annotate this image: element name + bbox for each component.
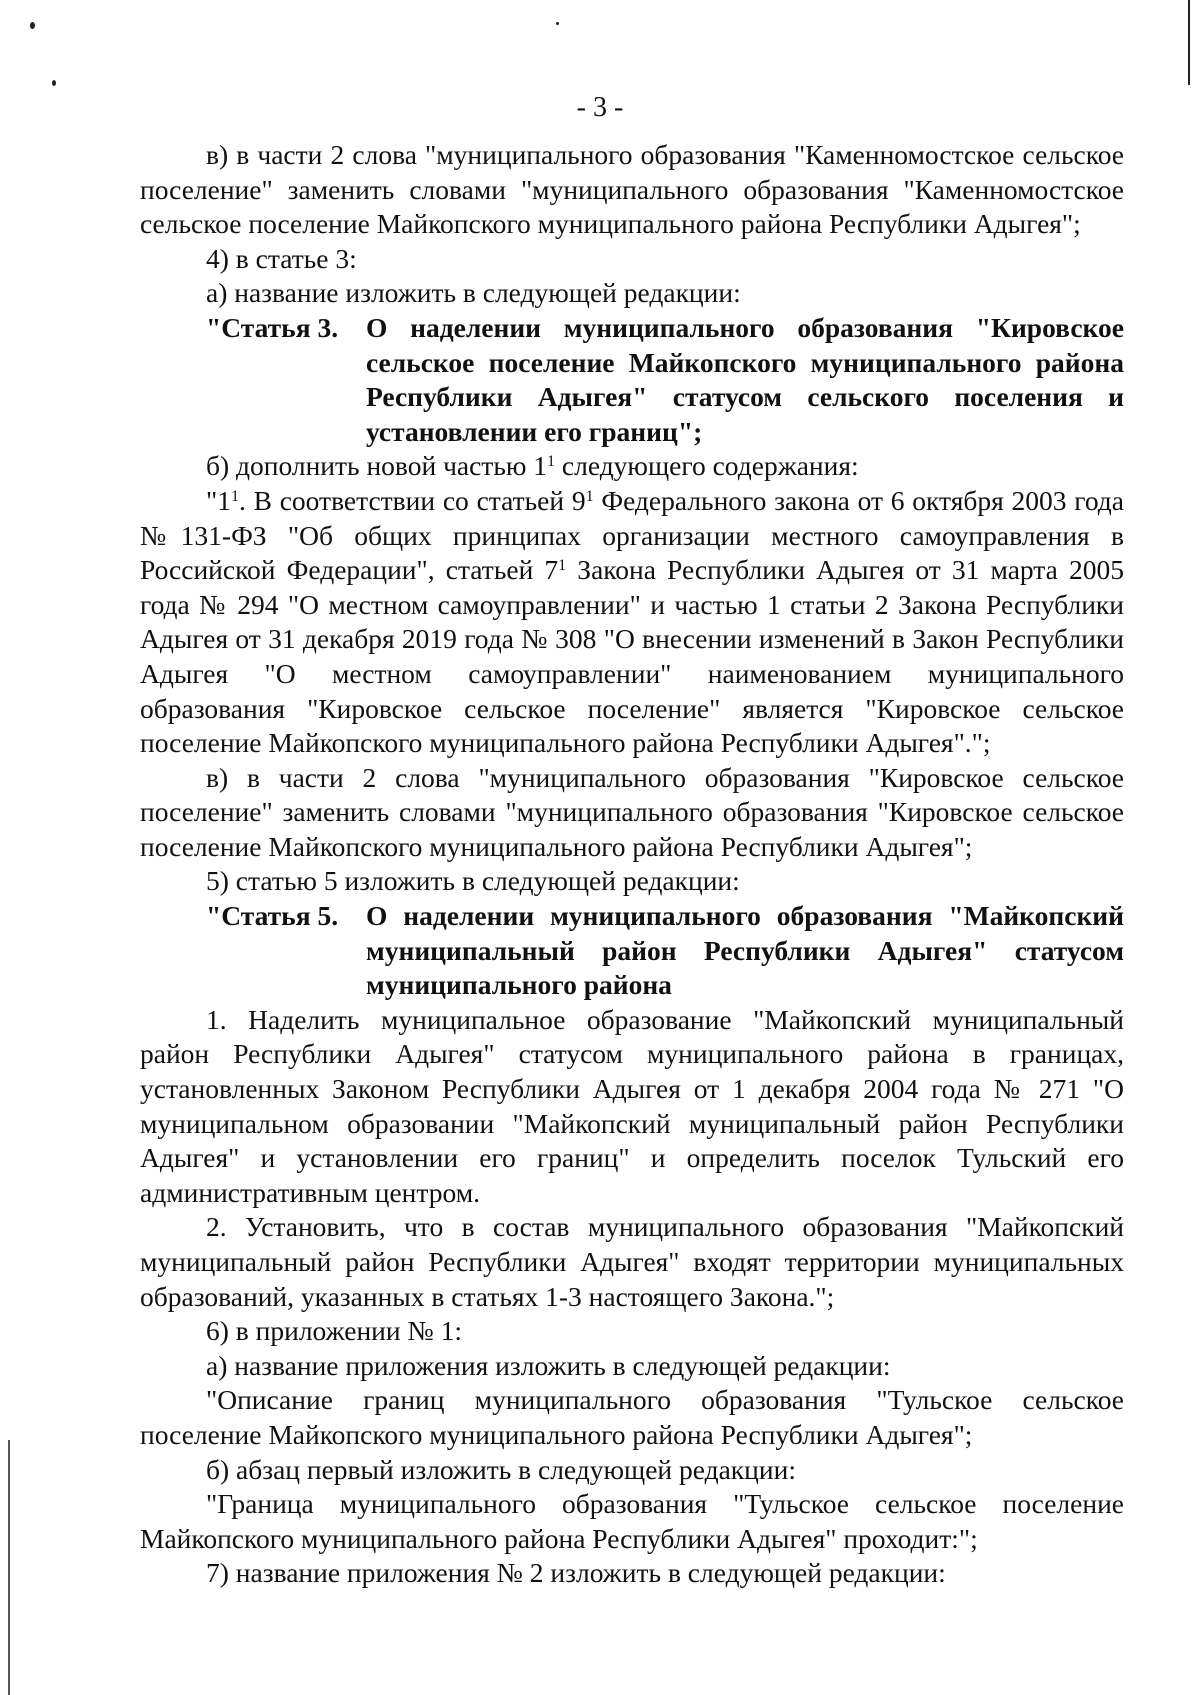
text-run: следующего содержания:	[555, 450, 859, 482]
text-run: б) дополнить новой частью 1	[206, 450, 548, 482]
scan-edge-line-left	[8, 1440, 10, 1695]
article-5-heading	[140, 899, 1124, 1003]
paragraph	[140, 449, 1124, 484]
article-label: "Статья 5.	[206, 900, 339, 932]
article-3-heading	[140, 311, 1124, 449]
paragraph: а) название изложить в следующей редакции:	[206, 277, 741, 309]
document-body	[140, 138, 1124, 1591]
superscript: 1	[558, 557, 567, 575]
superscript: 1	[547, 453, 556, 471]
scan-speck	[52, 80, 56, 86]
page-number: - 3 -	[576, 92, 624, 123]
paragraph: "Граница муниципального образования "Тульское сельское поселение Майкопского муниципального района Республики Адыгея" проходит:";	[140, 1488, 1124, 1554]
paragraph	[140, 484, 1124, 761]
text-run: "1	[206, 484, 231, 516]
article-title: О наделении муниципального образования "Кировское сельское поселение Майкопского муниципального района Республики Адыгея" статусом сельского поселения и установлении его границ";	[366, 311, 1124, 447]
paragraph: в) в части 2 слова "муниципального образования "Каменномостское сельское поселение" заменить словами "муниципального образования "Каменномостское сельское поселение Майкопского муниципального района Республики Адыгея";	[140, 139, 1124, 240]
scan-speck	[556, 22, 559, 25]
superscript: 1	[230, 487, 239, 505]
text-run: Закона Республики Адыгея от 31 марта 2005 года № 294 "О местном самоуправлении" и частью 1 статьи 2 Закона Республики Адыгея от 31 декабря 2019 года № 308 "О внесении изменений в Закон Республики Адыгея "О местном самоуправлении" наименованием муниципального образования "Кировское сельское поселение" является "Кировское сельское поселение Майкопского муниципального района Республики Адыгея".";	[140, 554, 1124, 759]
scan-edge-line	[1188, 0, 1190, 85]
paragraph: 4) в статье 3:	[206, 242, 357, 274]
paragraph: б) абзац первый изложить в следующей редакции:	[206, 1453, 796, 1485]
article-title: О наделении муниципального образования "Майкопский муниципальный район Республики Адыгея" статусом муниципального района	[366, 900, 1124, 1001]
paragraph: а) название приложения изложить в следующей редакции:	[206, 1349, 891, 1381]
paragraph: 7) название приложения № 2 изложить в следующей редакции:	[206, 1557, 946, 1589]
text-run: . В соответствии со статьей 9	[238, 484, 586, 516]
paragraph: 1. Наделить муниципальное образование "Майкопский муниципальный район Республики Адыгея" статусом муниципального района в границах, установленных Законом Республики Адыгея от 1 декабря 2004 года № 271 "О муниципальном образовании "Майкопский муниципальный район Республики Адыгея" и установлении его границ" и определить поселок Тульский его административным центром.	[140, 1003, 1124, 1208]
paragraph: "Описание границ муниципального образования "Тульское сельское поселение Майкопского муниципального района Республики Адыгея";	[140, 1384, 1124, 1450]
superscript: 1	[585, 487, 594, 505]
text-run: Федерального закона от 6 октября 2003 года №131-ФЗ "Об общих принципах организации местного самоуправления в Российской Федерации", статьей 7	[140, 484, 1124, 586]
paragraph: 6) в приложении № 1:	[206, 1315, 462, 1347]
article-label: "Статья 3.	[206, 311, 339, 343]
paragraph: 5) статью 5 изложить в следующей редакции:	[206, 865, 740, 897]
scan-speck	[30, 22, 35, 29]
paragraph: в) в части 2 слова "муниципального образования "Кировское сельское поселение" заменить словами "муниципального образования "Кировское сельское поселение Майкопского муниципального района Республики Адыгея";	[140, 761, 1124, 862]
paragraph: 2. Установить, что в состав муниципального образования "Майкопский муниципальный район Республики Адыгея" входят территории муниципальных образований, указанных в статьях 1-3 настоящего Закона.";	[140, 1211, 1124, 1312]
